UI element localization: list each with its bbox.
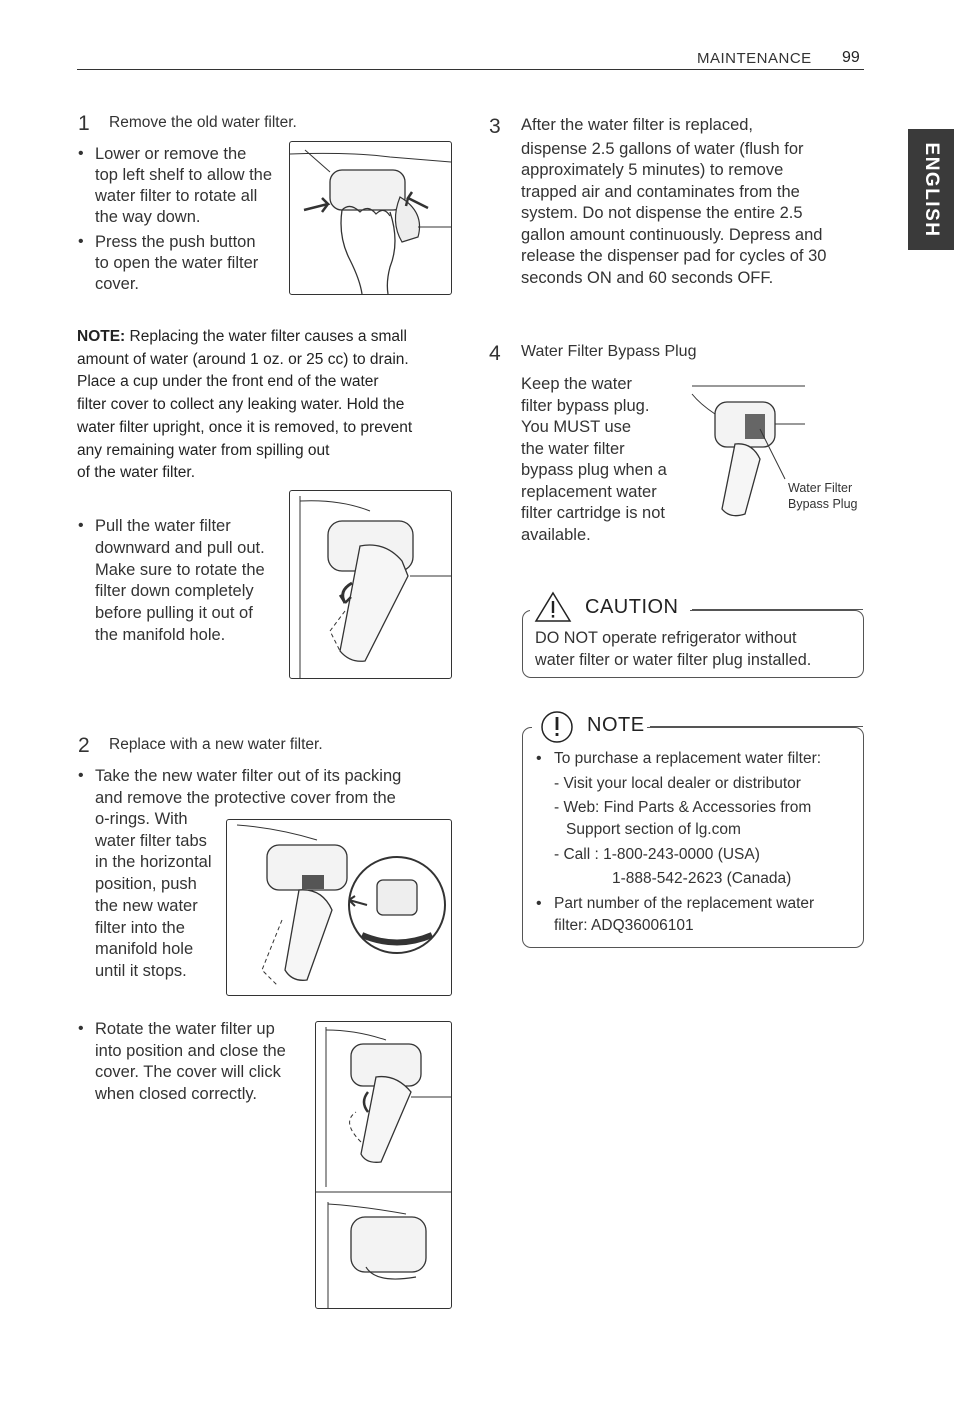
text-line: filter cartridge is not xyxy=(521,504,665,522)
text-line: the new water xyxy=(95,896,198,915)
step2-title: Replace with a new water filter. xyxy=(109,736,323,753)
exclamation-circle-icon xyxy=(540,710,574,749)
step1-note xyxy=(77,326,457,485)
text-line: top left shelf to allow the xyxy=(95,166,273,184)
note-sub-1: - Visit your local dealer or distributor xyxy=(554,775,801,792)
step2-bullet-a xyxy=(95,766,465,809)
step2-bullet-a-wrap xyxy=(95,809,225,983)
text-line: Replacing the water filter causes a small xyxy=(125,328,407,345)
text-line: available. xyxy=(521,525,591,544)
figure-rotate-close xyxy=(315,1021,452,1309)
text-line: when closed correctly. xyxy=(95,1085,258,1104)
text-line: Pull the water filter xyxy=(95,517,231,535)
text-line: cover. The cover will click xyxy=(95,1063,281,1082)
text-line: until it stops. xyxy=(95,961,187,980)
caution-title-rule xyxy=(692,609,863,610)
text-line: You MUST use xyxy=(521,418,632,436)
text-line: filter into the xyxy=(95,918,185,937)
text-line: filter bypass plug. xyxy=(521,396,650,415)
text-line: trapped air and contaminates from the xyxy=(521,182,800,201)
text-line: Visit your local dealer or distributor xyxy=(563,775,801,792)
note-sub-3: - Call : 1-800-243-0000 (USA) xyxy=(554,846,760,863)
text-line: Take the new water filter out of its packing xyxy=(95,767,402,785)
step3-number: 3 xyxy=(489,115,501,138)
text-line: position, push xyxy=(95,875,197,894)
caution-text xyxy=(535,627,860,671)
step3-text xyxy=(521,115,871,289)
bullet-dot-icon: • xyxy=(78,145,84,162)
text-line: Lower or remove the xyxy=(95,145,247,163)
text-line: water filter upright, once it is removed, to prevent xyxy=(77,418,413,436)
bullet-dot-icon: • xyxy=(78,233,84,250)
bypass-plug-label xyxy=(788,480,857,512)
bullet-dot-icon: • xyxy=(536,750,542,767)
caution-title: CAUTION xyxy=(585,596,679,618)
text-line: Keep the water xyxy=(521,375,632,393)
note-title: NOTE xyxy=(587,714,645,736)
text-line: the way down. xyxy=(95,208,201,226)
note-sub-2-cont: Support section of lg.com xyxy=(566,821,741,838)
text-line: After the water filter is replaced, xyxy=(521,116,754,134)
step1-bullet-b xyxy=(95,232,285,295)
bullet-dot-icon: • xyxy=(78,767,84,784)
text-line: approximately 5 minutes) to remove xyxy=(521,161,784,179)
text-line: Make sure to rotate the xyxy=(95,560,265,579)
text-line: Water Filter xyxy=(788,481,853,495)
figure-insert-filter xyxy=(226,819,452,996)
note-sub-2: - Web: Find Parts & Accessories from xyxy=(554,799,812,816)
text-line: system. Do not dispense the entire 2.5 xyxy=(521,204,803,222)
text-line: release the dispenser pad for cycles of 30 xyxy=(521,247,827,265)
step4-number: 4 xyxy=(489,342,501,365)
text-line: DO NOT operate refrigerator without xyxy=(535,629,797,647)
note-label: NOTE: xyxy=(77,328,126,345)
step4-title: Water Filter Bypass Plug xyxy=(521,343,697,360)
text-line: o-rings. With xyxy=(95,810,188,828)
step1-title: Remove the old water filter. xyxy=(109,114,297,131)
page-number: 99 xyxy=(842,49,860,66)
note-sub-3-cont: 1-888-542-2623 (Canada) xyxy=(612,870,792,887)
language-tab xyxy=(908,129,954,250)
figure-pull-filter xyxy=(289,490,452,679)
note-title-rule xyxy=(650,726,863,727)
text-line: before pulling it out of xyxy=(95,604,253,623)
pull-filter-illustration xyxy=(290,491,451,678)
text-line: in the horizontal xyxy=(95,853,212,872)
note-line-1 xyxy=(77,326,457,349)
rotate-close-illustration xyxy=(316,1022,451,1308)
language-tab-label: ENGLISH xyxy=(921,142,942,237)
step1-number: 1 xyxy=(78,112,90,135)
step4-text xyxy=(521,374,691,546)
text-line: any remaining water from spilling out xyxy=(77,441,330,459)
text-line: Place a cup under the front end of the water xyxy=(77,373,379,391)
text-line: replacement water xyxy=(521,482,657,501)
step2-number: 2 xyxy=(78,734,90,757)
step1-bullet-a xyxy=(95,144,295,228)
figure-push-button xyxy=(289,141,452,295)
text-line: of the water filter. xyxy=(77,464,196,482)
text-line: Press the push button xyxy=(95,233,256,251)
text-line: filter cover to collect any leaking water. Hold the xyxy=(77,396,405,414)
insert-filter-illustration xyxy=(227,820,451,995)
text-line: gallon amount continuously. Depress and xyxy=(521,225,823,244)
running-header-section: MAINTENANCE xyxy=(697,50,812,67)
text-line: Web: Find Parts & Accessories from xyxy=(563,799,812,816)
note-item-1: To purchase a replacement water filter: xyxy=(554,750,822,767)
text-line: amount of water (around 1 oz. or 25 cc) to drain. xyxy=(77,350,409,368)
text-line: manifold hole xyxy=(95,940,194,959)
warning-triangle-icon xyxy=(534,591,572,628)
bullet-dot-icon: • xyxy=(78,517,84,534)
text-line: seconds ON and 60 seconds OFF. xyxy=(521,268,774,287)
note-item-2: Part number of the replacement water xyxy=(554,895,815,912)
text-line: water filter to rotate all xyxy=(95,187,258,205)
bullet-dot-icon: • xyxy=(78,1020,84,1037)
text-line: Bypass Plug xyxy=(788,497,858,511)
text-line: dispense 2.5 gallons of water (flush for xyxy=(521,139,804,158)
text-line: Rotate the water filter up xyxy=(95,1020,275,1038)
text-line: cover. xyxy=(95,275,140,293)
header-rule xyxy=(77,69,864,70)
note-item-2-cont: filter: ADQ36006101 xyxy=(554,917,694,934)
text-line: into position and close the xyxy=(95,1041,286,1060)
text-line: water filter or water filter plug installed. xyxy=(535,651,812,669)
step1-bullet-c xyxy=(95,516,285,647)
bullet-dot-icon: • xyxy=(536,895,542,912)
text-line: water filter tabs xyxy=(95,831,207,850)
text-line: to open the water filter xyxy=(95,254,259,272)
text-line: and remove the protective cover from the xyxy=(95,788,396,807)
text-line: Call : 1-800-243-0000 (USA) xyxy=(563,846,760,863)
push-button-illustration xyxy=(290,142,451,294)
text-line: the manifold hole. xyxy=(95,625,226,644)
text-line: filter down completely xyxy=(95,582,254,601)
text-line: downward and pull out. xyxy=(95,538,265,557)
text-line: bypass plug when a xyxy=(521,461,667,479)
step2-bullet-b xyxy=(95,1019,310,1106)
text-line: the water filter xyxy=(521,439,625,458)
